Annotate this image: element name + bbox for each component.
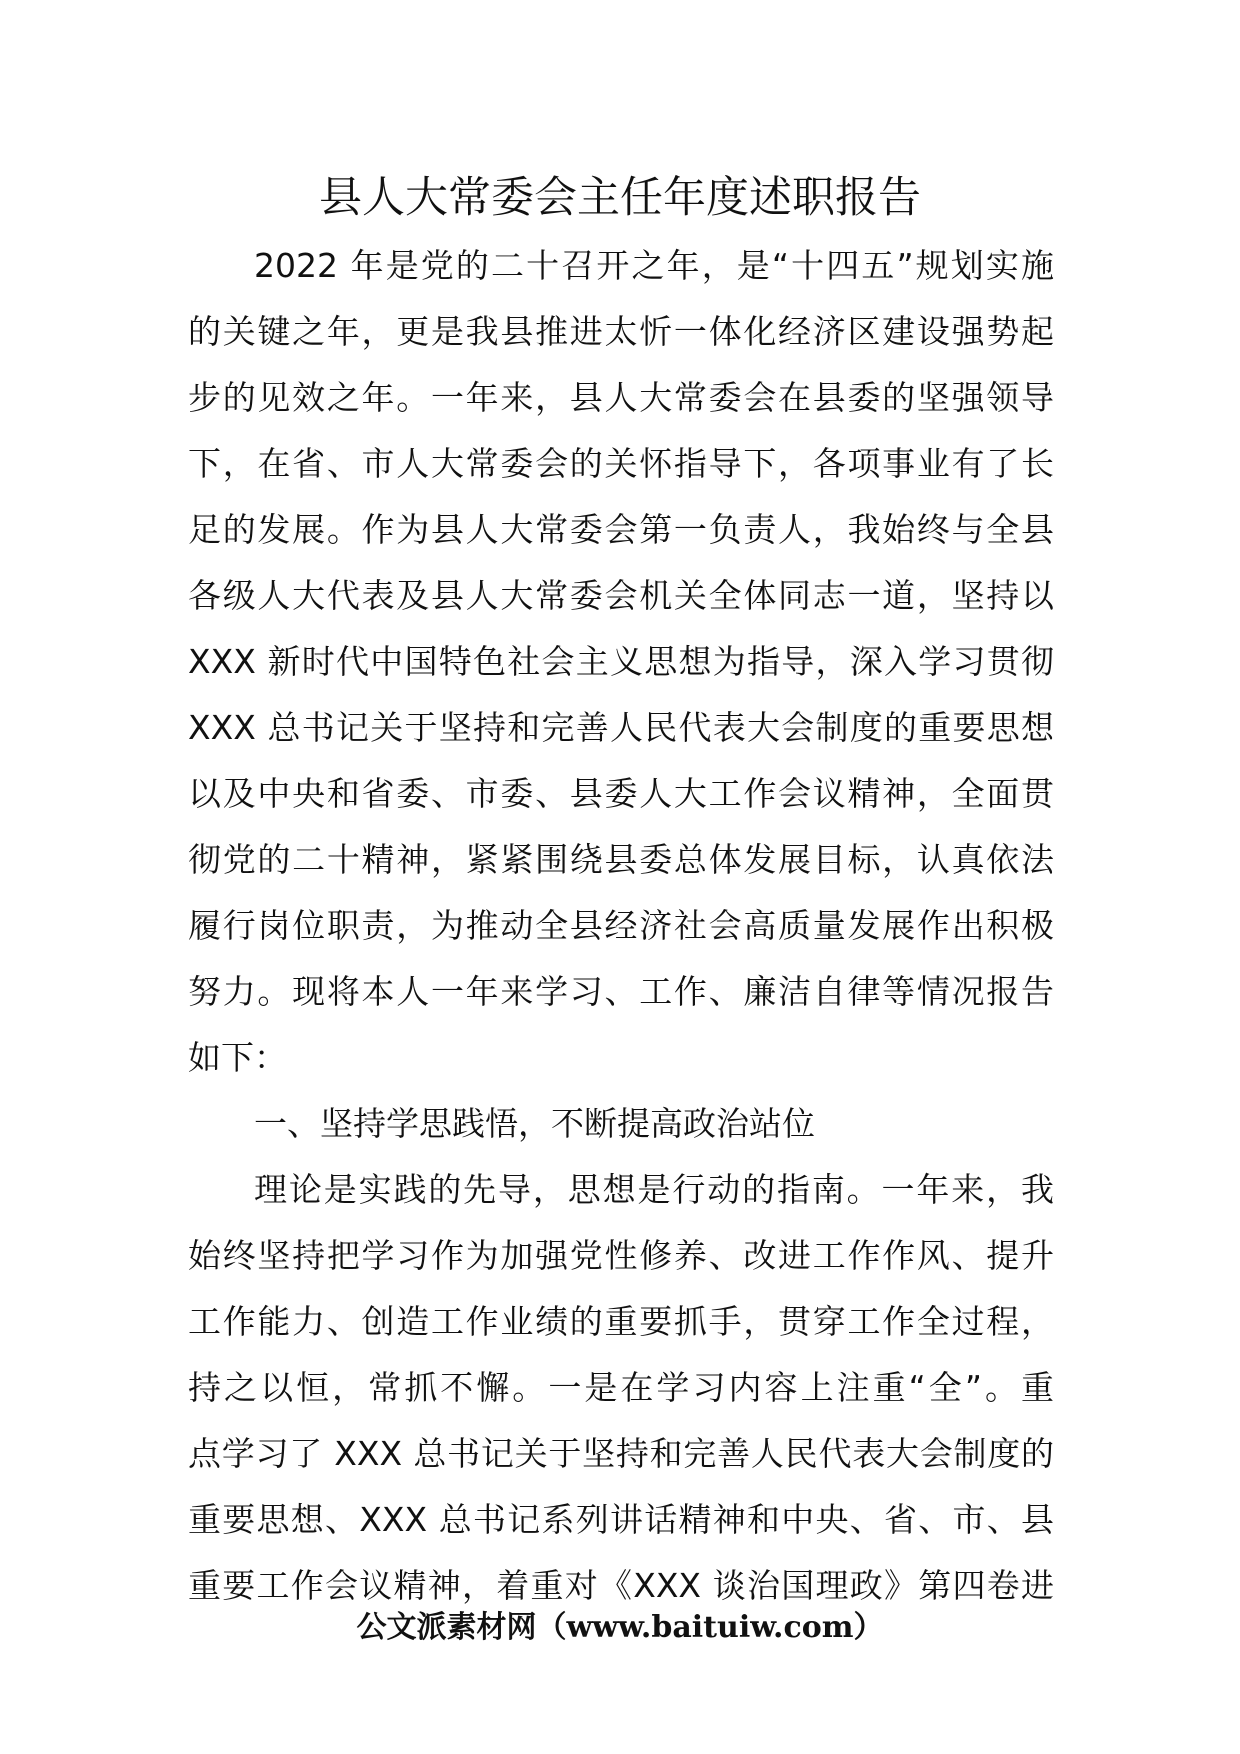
paragraph-2-line-4: 持之以恒，常抓不懈。一是在学习内容上注重“全”。重: [188, 1368, 1054, 1407]
paragraph-1-line-6: 各级人大代表及县人大常委会机关全体同志一道，坚持以: [188, 576, 1054, 615]
document-title: 县人大常委会主任年度述职报告: [319, 173, 921, 223]
paragraph-1-line-4: 下，在省、市人大常委会的关怀指导下，各项事业有了长: [188, 444, 1054, 483]
paragraph-1-line-3: 步的见效之年。一年来，县人大常委会在县委的坚强领导: [188, 378, 1054, 417]
paragraph-1-line-8: XXX 总书记关于坚持和完善人民代表大会制度的重要思想: [188, 708, 1054, 747]
paragraph-1-line-11: 履行岗位职责，为推动全县经济社会高质量发展作出积极: [188, 906, 1054, 945]
paragraph-2-line-5: 点学习了 XXX 总书记关于坚持和完善人民代表大会制度的: [188, 1434, 1054, 1473]
paragraph-1-line-10: 彻党的二十精神，紧紧围绕县委总体发展目标，认真依法: [188, 840, 1054, 879]
paragraph-2-line-6: 重要思想、XXX 总书记系列讲话精神和中央、省、市、县: [188, 1500, 1054, 1539]
paragraph-2-line-1: 理论是实践的先导，思想是行动的指南。一年来，我: [254, 1170, 1054, 1209]
paragraph-1-line-5: 足的发展。作为县人大常委会第一负责人，我始终与全县: [188, 510, 1054, 549]
paragraph-1-line-2: 的关键之年，更是我县推进太忻一体化经济区建设强势起: [188, 312, 1054, 351]
paragraph-1-line-7: XXX 新时代中国特色社会主义思想为指导，深入学习贯彻: [188, 642, 1054, 681]
paragraph-2-line-7: 重要工作会议精神，着重对《XXX 谈治国理政》第四卷进: [188, 1566, 1054, 1605]
paragraph-1-line-12: 努力。现将本人一年来学习、工作、廉洁自律等情况报告: [188, 972, 1054, 1011]
section-1-heading: 一、坚持学思践悟，不断提高政治站位: [254, 1104, 815, 1143]
page-footer-watermark: 公文派素材网（www.baituiw.com）: [356, 1610, 884, 1645]
paragraph-2-line-2: 始终坚持把学习作为加强党性修养、改进工作作风、提升: [188, 1236, 1054, 1275]
paragraph-2-line-3: 工作能力、创造工作业绩的重要抓手，贯穿工作全过程，: [188, 1302, 1054, 1341]
paragraph-1-line-9: 以及中央和省委、市委、县委人大工作会议精神，全面贯: [188, 774, 1054, 813]
paragraph-1-line-1: 2022 年是党的二十召开之年，是“十四五”规划实施: [254, 246, 1054, 285]
paragraph-1-line-13: 如下：: [188, 1038, 287, 1077]
document-body: [188, 233, 1054, 1619]
